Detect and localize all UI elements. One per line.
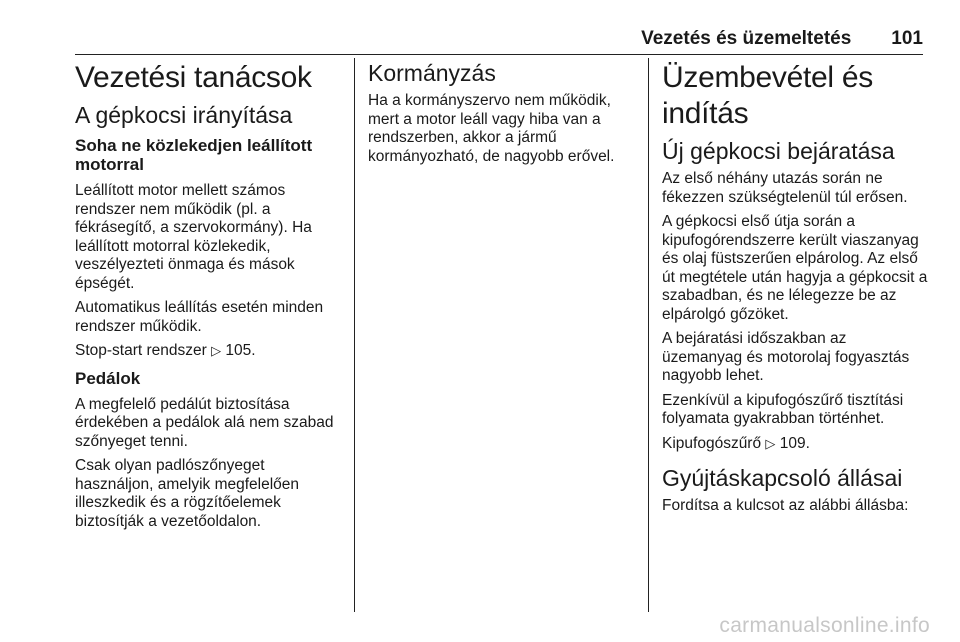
paragraph-pedals-1: A megfelelő pedálút biztosítása érdekében a pedálok alá nem szabad szőnyeget tenni. [75, 395, 334, 450]
paragraph-break-in-4: Ezenkívül a kipufogószűrő tisztítási folyamata gyakrabban történhet. [662, 391, 904, 427]
ref-label: Stop-start rendszer [75, 342, 212, 359]
cross-reference-icon: ▷ [211, 343, 222, 358]
section-title-steering: Kormányzás [368, 60, 496, 86]
paragraph-pedals-2: Csak olyan padlószőnyeget használjon, amelyik megfelelően illeszkedik és a rögzítőelemek biztosítják a vezetőoldalon. [75, 457, 300, 530]
paragraph-steering: Ha a kormányszervo nem működik, mert a motor leáll vagy hiba van a rendszerben, akkor a jármű kormányozható, de nagyobb erővel. [368, 92, 615, 165]
page-header [75, 28, 923, 50]
paragraph-break-in-2: A gépkocsi első útja során a kipufogórendszerre került viaszanyag és olaj füstszerűen elpárolog. Az első út megtétele után hagyja a gépkocsit a szabadban, és ne lélegezze be az elpárolgó gőzöket. [662, 213, 928, 323]
column-2 [368, 60, 640, 172]
subsection-title-engine-off: Soha ne közlekedjen leállított motorral [75, 136, 313, 174]
paragraph-ignition: Fordítsa a kulcsot az alábbi állásba: [662, 497, 909, 514]
section-title-break-in: Új gépkocsi bejáratása [662, 138, 895, 164]
paragraph-exhaust-filter-ref [662, 435, 930, 454]
paragraph-break-in-3: A bejáratási időszakban az üzemanyag és motorolaj fogyasztás nagyobb lehet. [662, 330, 910, 384]
header-divider [75, 54, 923, 55]
header-section-title: Vezetés és üzemeltetés [641, 28, 852, 49]
column-divider-2 [648, 58, 649, 612]
paragraph-engine-off: Leállított motor mellett számos rendszer nem működik (pl. a fékrásegítő, a szervokormány). Ha leállított motorral közlekedik, veszélyezteti önmaga és mások épségét. [75, 182, 312, 292]
chapter-title-driving-tips: Vezetési tanácsok [75, 61, 312, 94]
column-3 [662, 60, 930, 522]
section-title-vehicle-control: A gépkocsi irányítása [75, 102, 293, 128]
ref-page[interactable]: 109. [779, 434, 810, 452]
subsection-title-pedals: Pedálok [75, 368, 141, 388]
column-divider-1 [354, 58, 355, 612]
watermark: carmanualsonline.info [719, 614, 930, 637]
page-number: 101 [891, 28, 923, 49]
ref-page[interactable]: 105. [225, 342, 256, 359]
cross-reference-icon: ▷ [765, 435, 776, 451]
ref-label: Kipufogószűrő [662, 434, 766, 452]
paragraph-autostop: Automatikus leállítás esetén minden rendszer működik. [75, 299, 324, 335]
paragraph-stop-start-ref [75, 342, 347, 361]
paragraph-break-in-1: Az első néhány utazás során ne fékezzen szükségtelenül túl erősen. [662, 170, 908, 206]
section-title-ignition-positions: Gyújtáskapcsoló állásai [662, 465, 903, 491]
chapter-title-start: Üzembevétel és indítás [662, 61, 873, 130]
column-1 [75, 60, 347, 537]
